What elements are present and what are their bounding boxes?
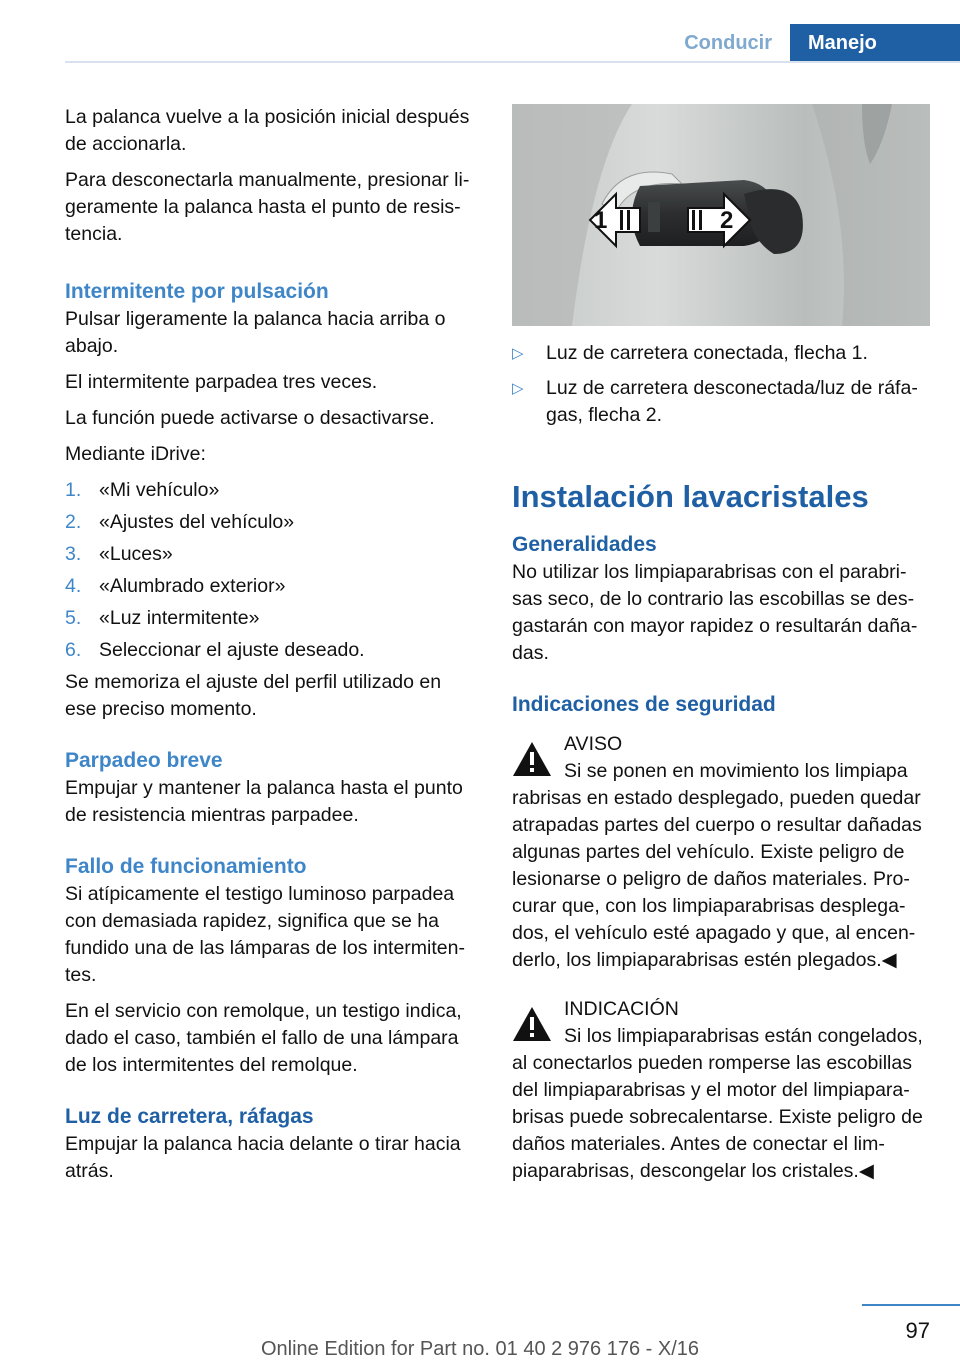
list-item	[65, 477, 475, 504]
idrive-steps	[65, 477, 475, 664]
footer-rule	[862, 1304, 960, 1306]
heading-washer-system: Instalación lavacristales	[512, 479, 869, 514]
right-column	[512, 104, 930, 1185]
list-item	[65, 541, 475, 568]
notice-lead: Si los limpiaparabrisas están congelados,	[564, 1025, 923, 1047]
bullet-text: Luz de carretera desconectada/luz de ráfagas, flecha 2.	[546, 377, 918, 426]
heading-safety: Indicaciones de seguridad	[512, 693, 776, 716]
paragraph: La función puede activarse o desactivarse.	[65, 407, 435, 429]
paragraph: La palanca vuelve a la posición inicial después de accionarla.	[65, 106, 470, 155]
running-header	[684, 24, 960, 62]
step-text: «Alumbrado exterior»	[99, 575, 286, 597]
step-text: Seleccionar el ajuste deseado.	[99, 639, 365, 661]
triangle-bullet-icon: ▷	[512, 345, 524, 362]
heading-general: Generalidades	[512, 533, 657, 556]
step-text: «Luces»	[99, 543, 173, 565]
lever-illustration	[512, 104, 930, 326]
header-rule	[65, 61, 960, 63]
step-number: 4.	[65, 575, 82, 597]
header-chapter: Manejo	[790, 24, 960, 62]
list-item	[65, 605, 475, 632]
bullet-text: Luz de carretera conectada, flecha 1.	[546, 342, 868, 364]
step-number: 6.	[65, 639, 82, 661]
warning-body: rabrisas en estado desplegado, pueden quedar atrapadas partes del cuerpo o resultar dañadas algunas partes del vehículo. Existe peligro de lesionarse o peligro de daños materiales. Procurar que, con los limpiaparabrisas desplegados, el vehículo esté apagado y que, al encenderlo, los limpiaparabrisas estén plegados.◀	[512, 787, 922, 971]
heading-high-beam: Luz de carretera, ráfagas	[65, 1105, 314, 1128]
edition-note: Online Edition for Part no. 01 40 2 976 176 - X/16	[260, 1338, 700, 1360]
list-item	[512, 340, 930, 367]
warning-block	[512, 731, 930, 974]
paragraph: No utilizar los limpiaparabrisas con el parabrisas seco, de lo contrario las escobillas se desgastarán con mayor rapidez o resultarán dañadas.	[512, 561, 918, 664]
warning-triangle-icon	[512, 741, 552, 777]
paragraph: Para desconectarla manualmente, presionar ligeramente la palanca hasta el punto de resistencia.	[65, 169, 470, 245]
list-item	[65, 637, 475, 664]
paragraph: Pulsar ligeramente la palanca hacia arriba o abajo.	[65, 308, 446, 357]
heading-tap-indicator: Intermitente por pulsación	[65, 280, 329, 303]
lever-drawing	[512, 104, 930, 326]
notice-block	[512, 996, 930, 1185]
heading-brief-flash: Parpadeo breve	[65, 749, 223, 772]
warning-title: AVISO	[564, 733, 623, 755]
page-number: 97	[905, 1318, 930, 1343]
warning-lead: Si se ponen en movimiento los limpiapa	[564, 760, 908, 782]
notice-body: al conectarlos pueden romperse las escobillas del limpiaparabrisas y el motor del limpiaparabrisas puede sobrecalentarse. Existe peligro de daños materiales. Antes de conectar el limpiaparabrisas, descongelar los cristales.◀	[512, 1052, 923, 1182]
step-text: «Ajustes del vehículo»	[99, 511, 295, 533]
step-number: 5.	[65, 607, 82, 629]
paragraph: El intermitente parpadea tres veces.	[65, 371, 378, 393]
list-item	[65, 573, 475, 600]
paragraph: Se memoriza el ajuste del perfil utilizado en ese preciso momento.	[65, 671, 442, 720]
triangle-bullet-icon: ▷	[512, 380, 524, 397]
header-section: Conducir	[684, 32, 772, 54]
paragraph: Mediante iDrive:	[65, 443, 206, 465]
arrow-label-1: 1	[594, 207, 608, 234]
paragraph: Empujar la palanca hacia delante o tirar hacia atrás.	[65, 1133, 461, 1182]
step-number: 1.	[65, 479, 82, 501]
arrow-label-2: 2	[720, 207, 734, 234]
step-number: 3.	[65, 543, 82, 565]
step-number: 2.	[65, 511, 82, 533]
heading-malfunction: Fallo de funcionamiento	[65, 855, 307, 878]
notice-title: INDICACIÓN	[564, 998, 679, 1020]
list-item	[512, 375, 930, 429]
list-item	[65, 509, 475, 536]
step-text: «Luz intermitente»	[99, 607, 260, 629]
left-column	[65, 104, 475, 1194]
step-text: «Mi vehículo»	[99, 479, 220, 501]
warning-triangle-icon	[512, 1006, 552, 1042]
paragraph: En el servicio con remolque, un testigo indica, dado el caso, también el fallo de una lámpara de los intermitentes del remolque.	[65, 1000, 462, 1076]
high-beam-list	[512, 340, 930, 429]
paragraph: Empujar y mantener la palanca hasta el punto de resistencia mientras parpadee.	[65, 777, 463, 826]
paragraph: Si atípicamente el testigo luminoso parpadea con demasiada rapidez, significa que se ha fundido una de las lámparas de los intermitentes.	[65, 883, 465, 986]
